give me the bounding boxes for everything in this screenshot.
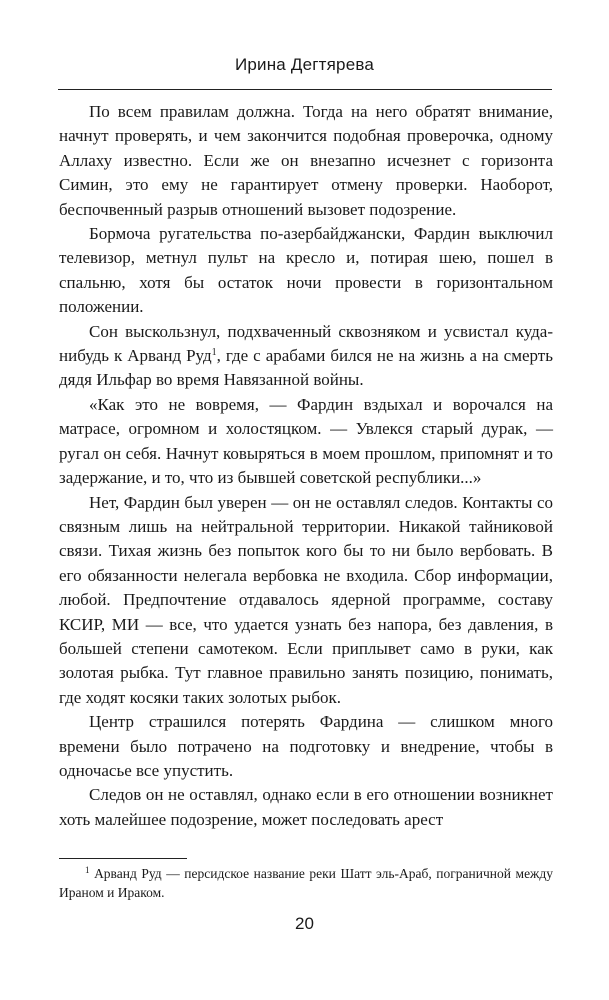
paragraph: Бормоча ругательства по-азербайджански, Фардин выключил телевизор, метнул пульт на кресло и, потирая шею, пошел в спальню, хотя бы остаток ночи провести в горизонтальном положении.	[59, 224, 553, 317]
paragraph: «Как это не вовремя, — Фардин вздыхал и ворочался на матрасе, огромном и холостяцком. — Увлекся старый дурак, — ругал он себя. Начнут ковыряться в моем прошлом, припомнят и то задержание, и то, что из бывшей советской республики...»	[59, 394, 553, 488]
footnote-rule	[59, 858, 187, 859]
running-head-author: Ирина Дегтярева	[234, 55, 375, 74]
paragraph-text: Сон выскользнул, подхваченный сквозняком и усвистал куда-нибудь к Арванд Руд	[59, 321, 553, 366]
paragraph: Нет, Фардин был уверен — он не оставлял следов. Контакты со связным лишь на нейтральной территории. Никакой тайниковой связи. Тихая жизнь без попыток кого бы то ни было вербовать. В его обязанности нелегала вербовка не входила. Сбор информации, любой. Предпочтение отдавалось ядерной программе, составу КСИР, МИ — все, что удается узнать без напора, без давления, в большей степени самотеком. Если приплывет само в руки, как золотая рыбка. Тут главное правильно занять позицию, понимать, где ходят косяки таких золотых рыбок.	[59, 492, 553, 707]
paragraph: Центр страшился потерять Фардина — слишком много времени было потрачено на подготовку и внедрение, чтобы в одночасье все упустить.	[59, 712, 553, 780]
header-rule	[58, 89, 552, 90]
paragraph: По всем правилам должна. Тогда на него обратят внимание, начнут проверять, и чем закончится подобная проверочка, одному Аллаху известно. Если же он внезапно исчезнет с горизонта Симин, это ему не гарантирует отмену проверки. Наоборот, беспочвенный разрыв отношений вызовет подозрение.	[59, 102, 553, 219]
footnote-text: Арванд Руд — персидское название реки Шатт эль-Араб, пограничной между Ираном и Ираком.	[59, 866, 554, 900]
footnote-reference: 1	[211, 347, 217, 359]
body-text	[59, 100, 553, 832]
paragraph-text: , где с арабами бился не на жизнь а на смерть дядя Ильфар во время Навязанной войны.	[59, 346, 553, 390]
footnote-mark: 1	[85, 865, 90, 875]
footnote	[59, 864, 553, 902]
paragraph: Следов он не оставлял, однако если в его отношении возникнет хоть малейшее подозрение, может последовать арест	[59, 785, 553, 829]
page-number: 20	[295, 914, 314, 933]
paragraph	[59, 320, 553, 393]
footnote-text-block	[59, 864, 553, 902]
